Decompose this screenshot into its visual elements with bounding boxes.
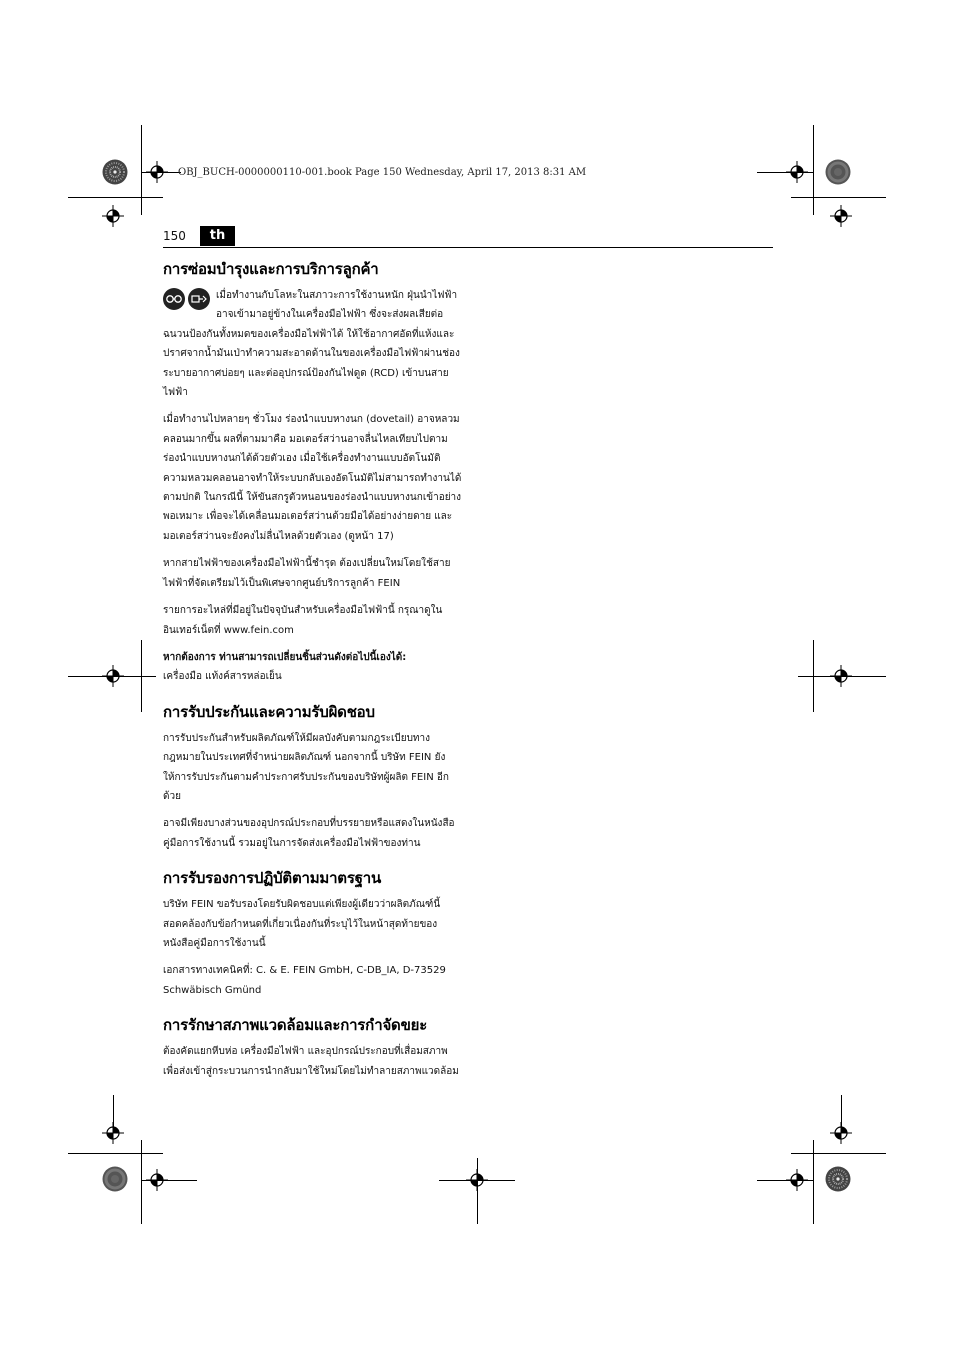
section-maintenance [163, 258, 463, 687]
registration-target-icon [102, 1122, 124, 1144]
section-environment [163, 1014, 463, 1081]
section-title: การรับประกันและความรับผิดชอบ [163, 702, 375, 721]
color-dial-icon [102, 1166, 128, 1192]
crop-line [141, 125, 142, 215]
color-dial-icon [102, 159, 128, 185]
registration-target-icon [102, 665, 124, 687]
replaceable-parts-list: เครื่องมือ แท้งค์สารหล่อเย็น [163, 671, 282, 683]
crop-line [791, 197, 886, 198]
paragraph: เอกสารทางเทคนิคที่: C. & E. FEIN GmbH, C-DB_IA, D-73529 Schwäbisch Gmünd [163, 965, 446, 996]
registration-target-icon [146, 1169, 168, 1191]
registration-target-icon [830, 665, 852, 687]
paragraph: เมื่อทำงานไปหลายๆ ชั่วโมง ร่องนำแบบหางนก (dovetail) อาจหลวมคลอนมากขึ้น ผลที่ตามมาคือ มอเตอร์สว่านอาจลื่นไหลเทียบไปตามร่องนำแบบหางนกได้ด้วยตัวเอง เมื่อใช้เครื่องทำงานแบบอัตโนมัติ ความหลวมคลอนอาจทำให้ระบบกลับเองอัตโนมัติไม่สามารถทำงานได้ตามปกติ ในกรณีนี้ ให้ขันสกรูตัวหนอนของร่องนำแบบหางนกเข้าอย่างพอเหมาะ เพื่อจะได้เคลื่อนมอเตอร์สว่านด้วยมือได้อย่างง่ายดาย และมอเตอร์สว่านจะยังคงไม่ลื่นไหลด้วยตัวเอง (ดูหน้า 17) [163, 414, 462, 542]
paragraph: บริษัท FEIN ขอรับรองโดยรับผิดชอบแต่เพียงผู้เดียวว่าผลิตภัณฑ์นี้สอดคล้องกับข้อกำหนดที่เกี่ยวเนื่องกันที่ระบุไว้ในหน้าสุดท้ายของหนังสือคู่มือการใช้งานนี้ [163, 899, 441, 949]
registration-target-icon [830, 1122, 852, 1144]
header-rule [163, 247, 773, 248]
section-title: การรับรองการปฏิบัติตามมาตรฐาน [163, 869, 382, 888]
section-title: การซ่อมบำรุงและการบริการลูกค้า [163, 260, 379, 278]
paragraph: หากสายไฟฟ้าของเครื่องมือไฟฟ้านี้ชำรุด ต้องเปลี่ยนใหม่โดยใช้สายไฟฟ้าที่จัดเตรียมไว้เป็นพิเศษจากศูนย์บริการลูกค้า FEIN [163, 558, 451, 589]
crop-line [791, 1153, 886, 1154]
dust-extraction-icon [188, 288, 210, 310]
registration-target-icon [786, 1169, 808, 1191]
crop-line [68, 1153, 163, 1154]
paragraph: เมื่อทำงานกับโลหะในสภาวะการใช้งานหนัก ฝุ่นนำไฟฟ้าอาจเข้ามาอยู่ข้างในเครื่องมือไฟฟ้า ซึ่งจะส่งผลเสียต่อฉนวนป้องกันทั้งหมดของเครื่องมือไฟฟ้าได้ ให้ใช้อากาศอัดที่แห้งและปราศจากน้ำมันเป่าทำความสะอาดด้านในของเครื่องมือไฟฟ้าผ่านช่องระบายอากาศบ่อยๆ และต่ออุปกรณ์ป้องกันไฟดูด (RCD) เข้าบนสายไฟฟ้า [163, 290, 460, 399]
warning-icons [163, 288, 210, 310]
crop-line [477, 1158, 478, 1224]
color-dial-icon [825, 159, 851, 185]
registration-target-icon [830, 205, 852, 227]
registration-target-icon [102, 205, 124, 227]
safety-goggles-icon [163, 288, 185, 310]
replaceable-parts-heading: หากต้องการ ท่านสามารถเปลี่ยนชิ้นส่วนดังต่อไปนี้เองได้: [163, 651, 407, 663]
registration-target-icon [466, 1169, 488, 1191]
paragraph: ต้องคัดแยกหีบห่อ เครื่องมือไฟฟ้า และอุปกรณ์ประกอบที่เสื่อมสภาพ เพื่อส่งเข้าสู่กระบวนการนำกลับมาใช้ใหม่โดยไม่ทำลายสภาพแวดล้อม [163, 1046, 459, 1077]
paragraph [163, 648, 463, 687]
paragraph: อาจมีเพียงบางส่วนของอุปกรณ์ประกอบที่บรรยายหรือแสดงในหนังสือคู่มือการใช้งานนี้ รวมอยู่ในการจัดส่งเครื่องมือไฟฟ้าของท่าน [163, 818, 455, 849]
paragraph: รายการอะไหล่ที่มีอยู่ในปัจจุบันสำหรับเครื่องมือไฟฟ้านี้ กรุณาดูในอินเทอร์เน็ตที่ www.fein.com [163, 605, 443, 636]
section-title: การรักษาสภาพแวดล้อมและการกำจัดขยะ [163, 1016, 428, 1035]
page-content [163, 258, 463, 1091]
crop-line [813, 640, 814, 712]
crop-line [813, 125, 814, 215]
registration-target-icon [786, 161, 808, 183]
page-number: 150 [163, 229, 186, 243]
section-conformity [163, 867, 463, 1000]
language-badge: th [200, 226, 235, 246]
crop-line [68, 197, 163, 198]
section-warranty [163, 701, 463, 853]
paragraph: การรับประกันสำหรับผลิตภัณฑ์ให้มีผลบังคับตามกฎระเบียบทางกฎหมายในประเทศที่จำหน่ายผลิตภัณฑ์ นอกจากนี้ บริษัท FEIN ยังให้การรับประกันตามคำประกาศรับประกันของบริษัทผู้ผลิต FEIN อีกด้วย [163, 732, 449, 802]
crop-line [813, 1140, 814, 1224]
print-slug: OBJ_BUCH-0000000110-001.book Page 150 Wednesday, April 17, 2013 8:31 AM [178, 167, 587, 178]
registration-target-icon [146, 161, 168, 183]
color-dial-icon [825, 1166, 851, 1192]
crop-line [141, 1140, 142, 1224]
crop-line [141, 640, 142, 712]
